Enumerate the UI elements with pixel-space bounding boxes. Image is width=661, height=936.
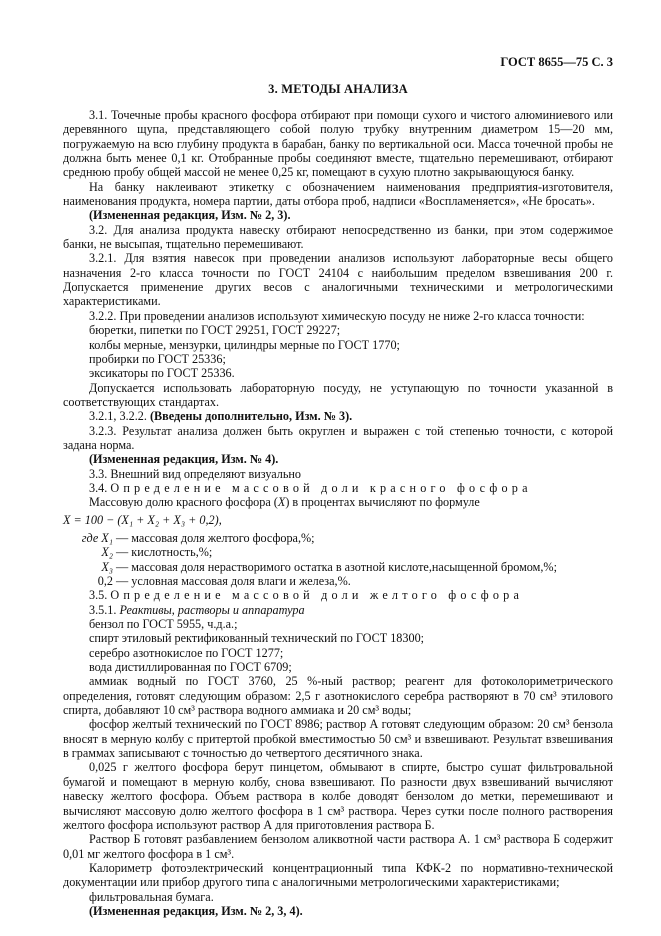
- introduced-note-prefix: 3.2.1, 3.2.2.: [89, 409, 147, 424]
- reagent-item: серебро азотнокислое по ГОСТ 1277;: [89, 645, 284, 660]
- reagent-item: вода дистиллированная по ГОСТ 6709;: [89, 660, 292, 675]
- where-definitions: [63, 531, 613, 588]
- clause-3-5-1-heading: [63, 603, 613, 617]
- clause-title: Реактивы, растворы и аппаратура: [119, 602, 305, 617]
- definition-text: — массовая доля желтого фосфора,%;: [116, 530, 315, 545]
- definition-symbol: где X₁: [81, 530, 113, 545]
- clause-title: Определение массовой доли желтого фосфора: [110, 588, 524, 603]
- revision-note: (Измененная редакция, Изм. № 2, 3, 4).: [89, 903, 303, 918]
- clause-3-4-text: [63, 495, 613, 509]
- allowance-paragraph: Допускается использовать лабораторную посуду, не уступающую по точности указанной в соответствующих стандартах.: [63, 380, 613, 409]
- solution-b: Раствор Б готовят разбавлением бензолом аликвотной части раствора А. 1 см³ раствора Б содержит 0,01 мг желтого фосфора в 1 см³.: [63, 832, 613, 861]
- definition-text: — кислотность,%;: [116, 545, 213, 560]
- clause-number: 3.4.: [89, 480, 108, 495]
- section-title: 3. МЕТОДЫ АНАЛИЗА: [268, 82, 408, 96]
- text-fragment: ) в процентах вычисляют по формуле: [285, 495, 480, 510]
- clause-3-4-heading: [63, 481, 613, 495]
- definition-row: [63, 560, 613, 574]
- clause-3-1: 3.1. Точечные пробы красного фосфора отбирают при помощи сухого и чистого алюминиевого или деревянного щупа, представляющего собой полую трубку внутренним диаметром 15—20 мм, погружаемую на всю глубину продукта в барабан, банку по вертикальной оси. Масса точечной пробы не должна быть менее 0,1 кг. Отобранные пробы соединяют вместе, тщательно перемешивают, отбирают среднюю пробу общей массой не менее 0,25 кг, помещают в сухую плотно закрывающуюся банку.: [63, 108, 613, 180]
- weighing-procedure: 0,025 г желтого фосфора берут пинцетом, обмывают в спирте, быстро сушат фильтровальной бумагой и помещают в мерную колбу, снова взвешивают. По разности двух взвешиваний вычисляют навеску желтого фосфора. Объем раствора в колбе доводят бензолом до метки, перемешивают и вычисляют массовую долю желтого фосфора в 1 см³ раствора. Через сутки после полного растворения желтого фосфора используют раствор А для приготовления раствора Б.: [63, 760, 613, 832]
- clause-3-5-heading: [63, 588, 613, 602]
- introduced-note: [63, 409, 613, 423]
- document-body: [63, 108, 613, 918]
- reagent-item: бензол по ГОСТ 5955, ч.д.а.;: [89, 617, 238, 632]
- definition-symbol: 0,2: [97, 574, 113, 588]
- definition-symbol: X₃: [101, 559, 113, 574]
- introduced-note-bold: (Введены дополнительно, Изм. № 3).: [149, 409, 353, 424]
- text-fragment: Массовую долю красного фосфора (: [89, 495, 278, 510]
- glassware-item: эксикаторы по ГОСТ 25336.: [89, 366, 235, 381]
- definition-symbol: X₂: [101, 545, 113, 560]
- definition-text: — условная массовая доля влаги и железа,%.: [116, 574, 351, 588]
- glassware-item: пробирки по ГОСТ 25336;: [89, 351, 226, 366]
- clause-3-2-3: 3.2.3. Результат анализа должен быть округлен и выражен с той степенью точности, с которой задана норма.: [63, 423, 613, 452]
- filter-paper: фильтровальная бумага.: [89, 889, 214, 904]
- clause-3-1-label: На банку наклеивают этикетку с обозначением наименования предприятия-изготовителя, наименования продукта, номера партии, даты отбора проб, надписи «Воспламеняется», «Не бросать».: [63, 179, 613, 209]
- reagent-item: спирт этиловый ректификованный технический по ГОСТ 18300;: [89, 631, 425, 646]
- definition-row: [63, 545, 613, 559]
- clause-number: 3.5.: [89, 588, 108, 603]
- clause-3-2-2: 3.2.2. При проведении анализов используют химическую посуду не ниже 2-го класса точности:: [89, 308, 585, 323]
- clause-3-3: 3.3. Внешний вид определяют визуально: [89, 466, 302, 481]
- clause-3-2-1: 3.2.1. Для взятия навесок при проведении анализов используют лабораторные весы общего назначения 2-го класса точности по ГОСТ 24104 с наибольшим пределом взвешивания 200 г. Допускается применение других весов с аналогичными техническими и метрологическими характеристиками.: [63, 251, 613, 309]
- glassware-item: колбы мерные, мензурки, цилиндры мерные по ГОСТ 1770;: [89, 337, 400, 352]
- definition-text: — массовая доля нерастворимого остатка в азотной кислоте,насыщенной бромом,%;: [116, 559, 557, 574]
- clause-title: Определение массовой доли красного фосфора: [110, 480, 532, 495]
- revision-note: (Измененная редакция, Изм. № 2, 3).: [89, 208, 291, 223]
- running-header: ГОСТ 8655—75 С. 3: [500, 55, 613, 69]
- revision-note: (Измененная редакция, Изм. № 4).: [89, 452, 279, 467]
- variable: X: [277, 495, 286, 510]
- reagent-ammonia: аммиак водный по ГОСТ 3760, 25 %-ный раствор; реагент для фотоколориметрического определения, готовят следующим образом: 2,5 г азотнокислого серебра растворяют в 70 см³ этилового спирта, добавляют 10 см³ раствора водного аммиака и 20 см³ воды;: [63, 674, 613, 718]
- reagent-yellow-phosphorus: фосфор желтый технический по ГОСТ 8986; раствор А готовят следующим образом: 20 см³ бензола вносят в мерную колбу с притертой пробкой вместимостью 50 см³ и взвешивают. Результат взвешивания в граммах записывают с точностью до четвертого десятичного знака.: [63, 717, 613, 761]
- glassware-item: бюретки, пипетки по ГОСТ 29251, ГОСТ 29227;: [89, 323, 341, 338]
- formula: X = 100 − (X₁ + X₂ + X₃ + 0,2),: [63, 512, 222, 527]
- definition-row: [63, 531, 613, 545]
- clause-number: 3.5.1.: [89, 602, 117, 617]
- clause-3-2: 3.2. Для анализа продукта навеску отбирают непосредственно из банки, при этом содержимое банки, не высыпая, тщательно перемешивают.: [63, 222, 613, 252]
- colorimeter: Калориметр фотоэлектрический концентрационный типа КФК-2 по нормативно-технической документации или прибор другого типа с аналогичными метрологическими характеристиками;: [63, 860, 613, 890]
- definition-row: [63, 574, 613, 588]
